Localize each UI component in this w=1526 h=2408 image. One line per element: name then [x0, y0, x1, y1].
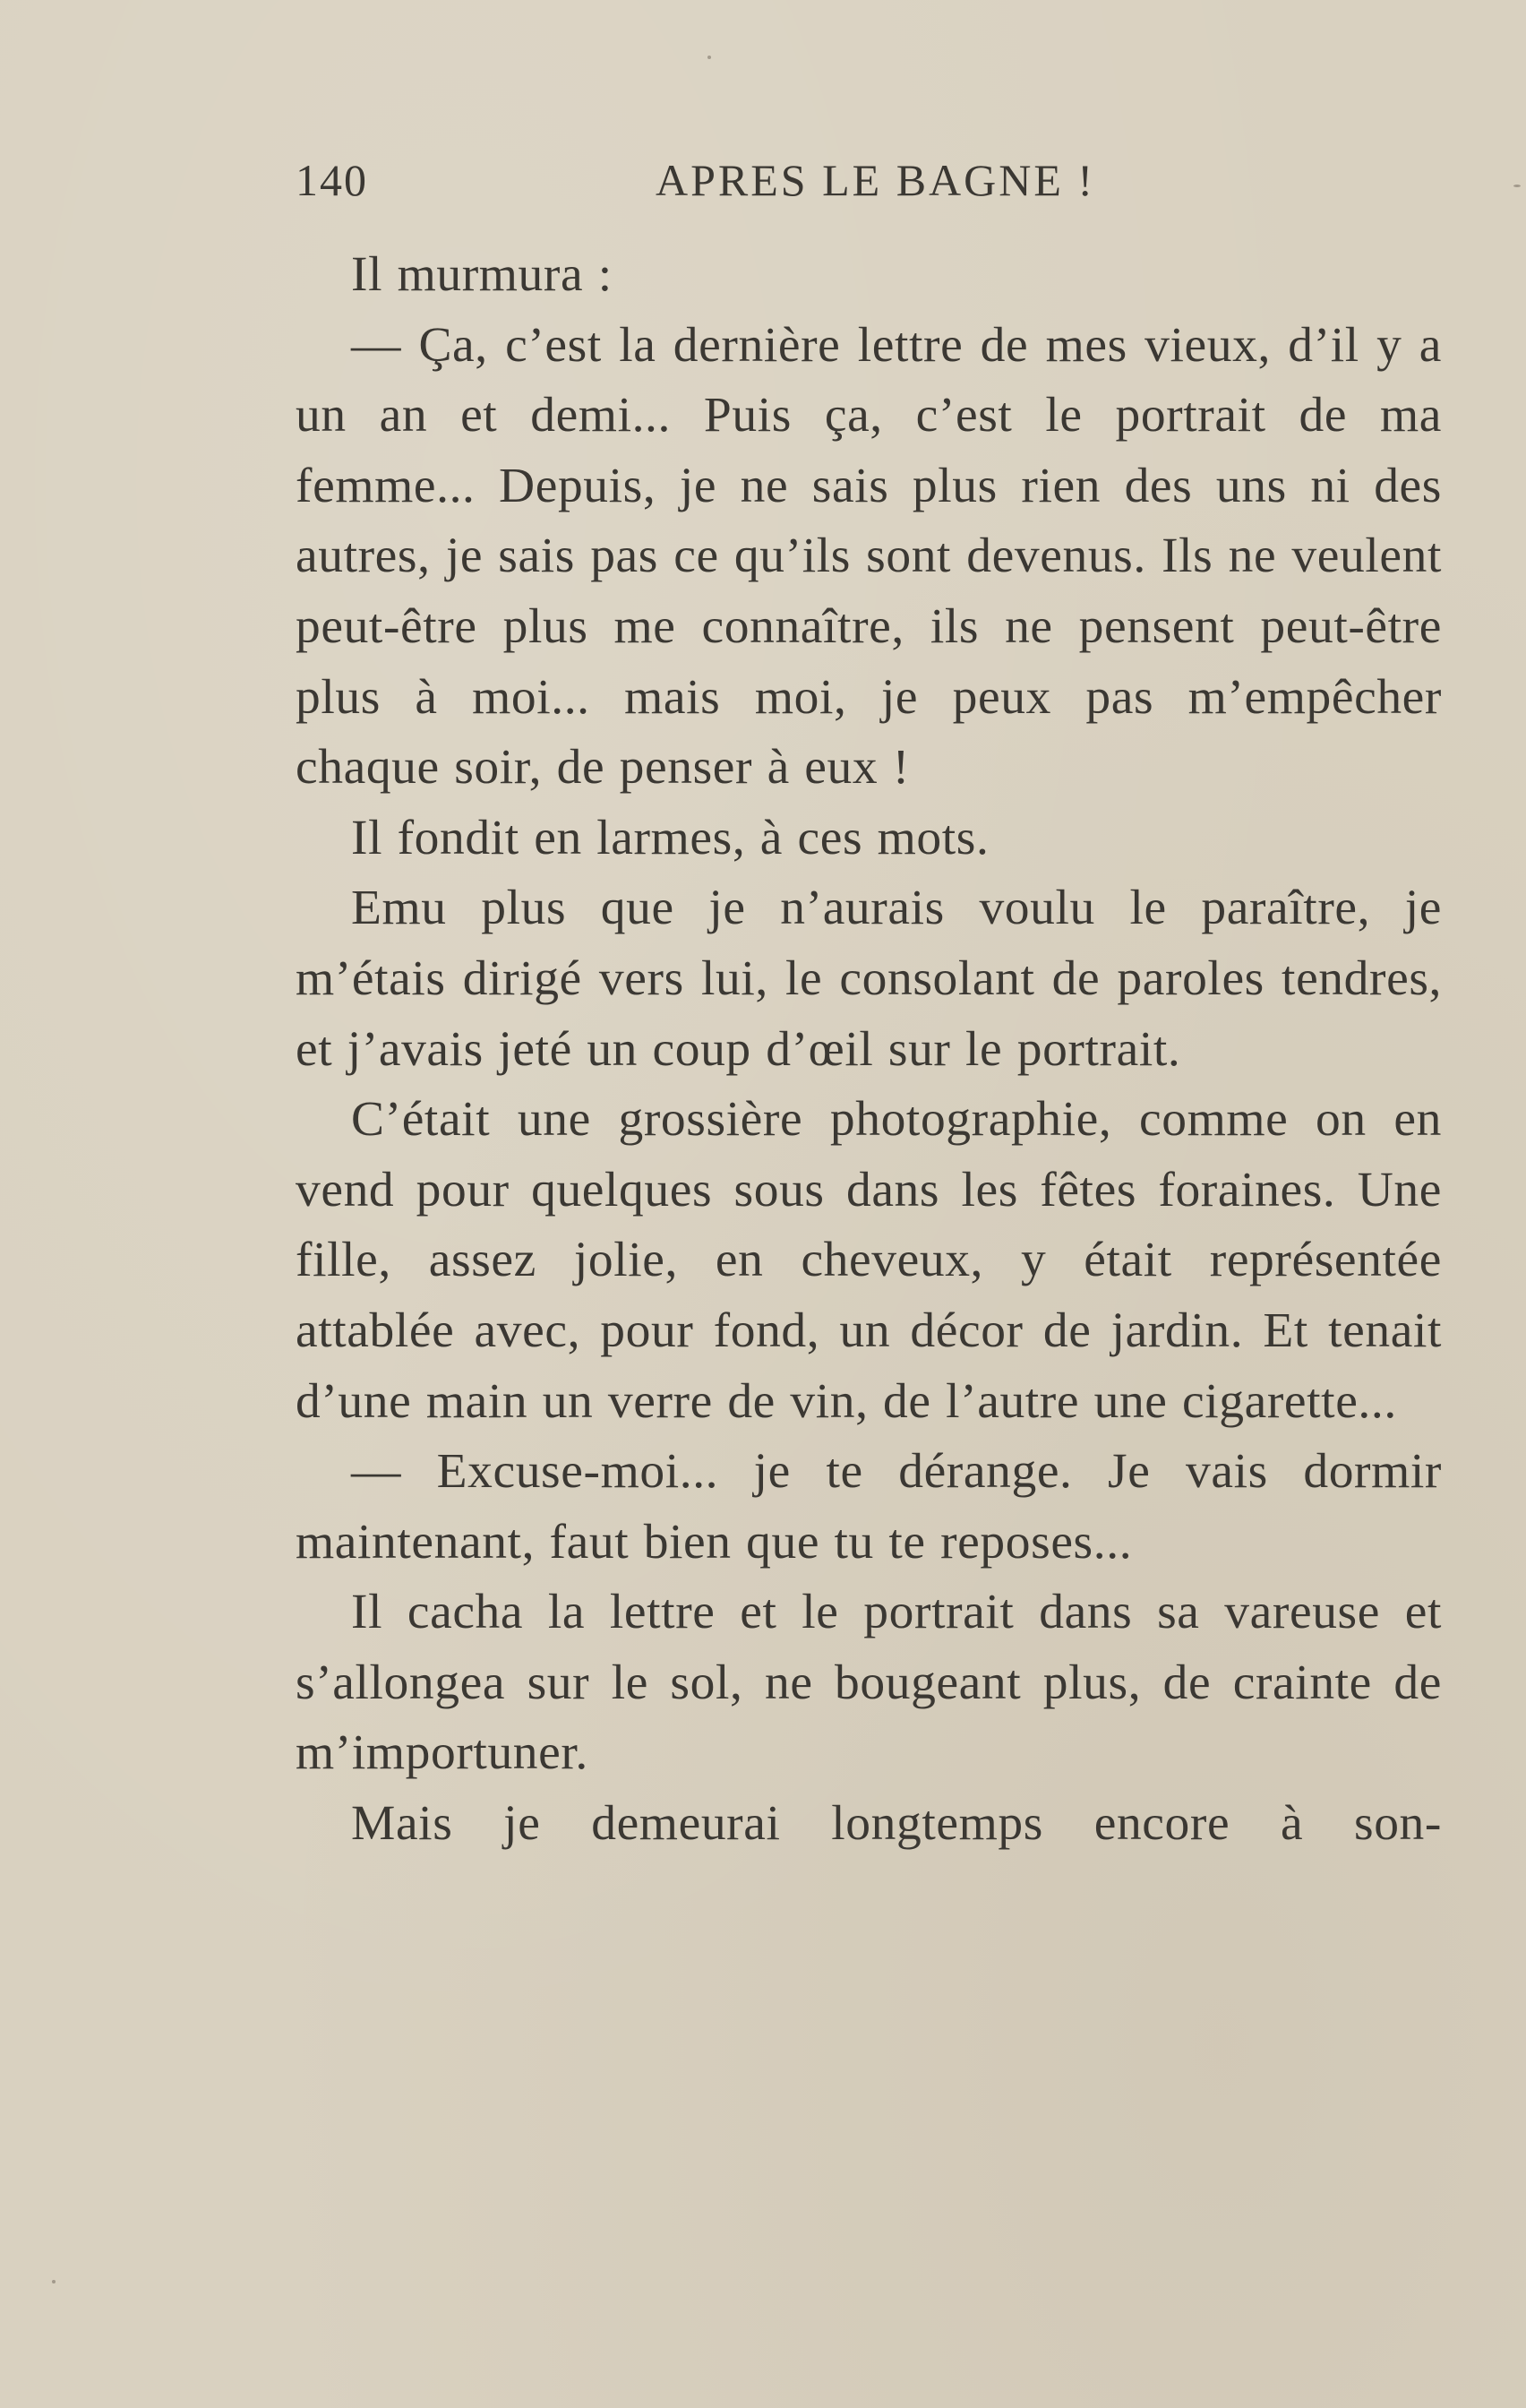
- paper-speck: [52, 2280, 56, 2283]
- paragraph: Il fondit en larmes, à ces mots.: [351, 810, 990, 865]
- page-number: 140: [296, 155, 368, 205]
- paragraph: — Excuse-moi... je te dérange. Je vais dormir maintenant, faut bien que tu te reposes...: [296, 1444, 1442, 1570]
- paragraph: Mais je demeurai longtemps encore à son-: [351, 1796, 1442, 1852]
- paragraph: C’était une grossière photographie, comme on en vend pour quelques sous dans les fêtes foraines. Une fille, assez jolie, en cheveux, y était représentée attablée avec, pour fond, un décor de jardin. Et tenait d’une main un verre de vin, de l’autre une cigarette...: [296, 1092, 1442, 1429]
- paragraph: Il cacha la lettre et le portrait dans sa vareuse et s’allongea sur le sol, ne bougeant plus, de crainte de m’importuner.: [296, 1585, 1442, 1781]
- paragraph: — Ça, c’est la dernière lettre de mes vieux, d’il y a un an et demi... Puis ça, c’est le portrait de ma femme... Depuis, je ne sais plus rien des uns ni des autres, je sais pas ce qu’ils sont devenus. Ils ne veulent peut-être plus me connaître, ils ne pensent peut-être plus à moi... mais moi, je peux pas m’empêcher chaque soir, de penser à eux !: [296, 317, 1442, 796]
- paper-speck: [707, 56, 711, 59]
- body-text: [296, 240, 1442, 1860]
- paper-speck: [1513, 185, 1521, 187]
- running-header: [296, 154, 1442, 217]
- paragraph: Emu plus que je n’aurais voulu le paraître, je m’étais dirigé vers lui, le consolant de paroles tendres, et j’avais jeté un coup d’œil sur le portrait.: [296, 881, 1442, 1077]
- paragraph: Il murmura :: [351, 247, 613, 302]
- running-title: APRES LE BAGNE !: [656, 155, 1096, 205]
